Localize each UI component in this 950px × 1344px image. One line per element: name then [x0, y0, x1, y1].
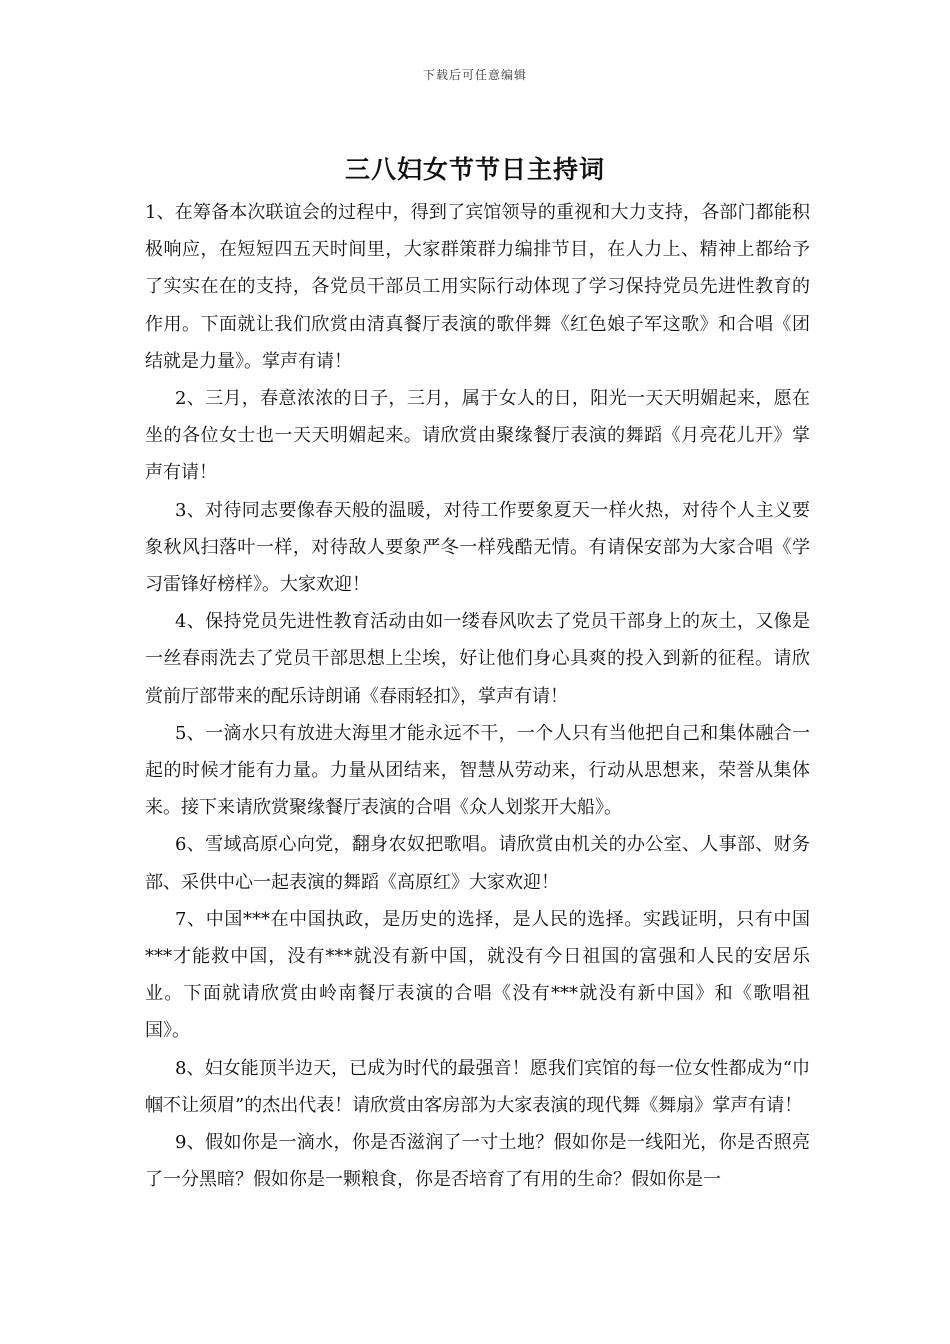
paragraph-7: 7、中国***在中国执政，是历史的选择，是人民的选择。实践证明，只有中国***才能救中国，没有***就没有新中国，就没有今日祖国的富强和人民的安居乐业。下面就请欣赏由岭南餐厅表演的合唱《没有***就没有新中国》和《歌唱祖国》。: [145, 908, 810, 1042]
paragraph-4: 4、保持党员先进性教育活动由如一缕春风吹去了党员干部身上的灰土，又像是一丝春雨洗去了党员干部思想上尘埃，好让他们身心具爽的投入到新的征程。请欣赏前厅部带来的配乐诗朗诵《春雨轻扣》，掌声有请！: [145, 611, 810, 707]
paragraph-5: 5、一滴水只有放进大海里才能永远不干，一个人只有当他把自己和集体融合一起的时候才能有力量。力量从团结来，智慧从劳动来，行动从思想来，荣誉从集体来。接下来请欣赏聚缘餐厅表演的合唱《众人划浆开大船》。: [145, 722, 810, 819]
page-header-note: 下载后可任意编辑: [422, 68, 527, 82]
paragraph-3: 3、对待同志要像春天般的温暖，对待工作要象夏天一样火热，对待个人主义要象秋风扫落叶一样，对待敌人要象严冬一样残酷无情。有请保安部为大家合唱《学习雷锋好榜样》。大家欢迎！: [145, 499, 810, 596]
paragraph-1: 1、在筹备本次联谊会的过程中，得到了宾馆领导的重视和大力支持，各部门都能积极响应，在短短四五天时间里，大家群策群力编排节目，在人力上、精神上都给予了实实在在的支持，各党员干部员工用实际行动体现了学习保持党员先进性教育的作用。下面就让我们欣赏由清真餐厅表演的歌伴舞《红色娘子军这歌》和合唱《团结就是力量》。掌声有请！: [145, 202, 810, 372]
paragraph-9: 9、假如你是一滴水，你是否滋润了一寸土地？假如你是一线阳光，你是否照亮了一分黑暗？假如你是一颗粮食，你是否培育了有用的生命？假如你是一: [145, 1132, 810, 1191]
document-body: [145, 194, 810, 1198]
paragraph-6: 6、雪域高原心向党，翻身农奴把歌唱。请欣赏由机关的办公室、人事部、财务部、采供中心一起表演的舞蹈《高原红》大家欢迎！: [145, 834, 810, 893]
document-title: 三八妇女节节日主持词: [344, 155, 605, 184]
paragraph-2: 2、三月，春意浓浓的日子，三月，属于女人的日，阳光一天天明媚起来，愿在坐的各位女士也一天天明媚起来。请欣赏由聚缘餐厅表演的舞蹈《月亮花儿开》掌声有请！: [145, 388, 810, 484]
paragraph-8: 8、妇女能顶半边天，已成为时代的最强音！愿我们宾馆的每一位女性都成为“巾帼不让须眉”的杰出代表！请欣赏由客房部为大家表演的现代舞《舞扇》掌声有请！: [145, 1057, 810, 1116]
